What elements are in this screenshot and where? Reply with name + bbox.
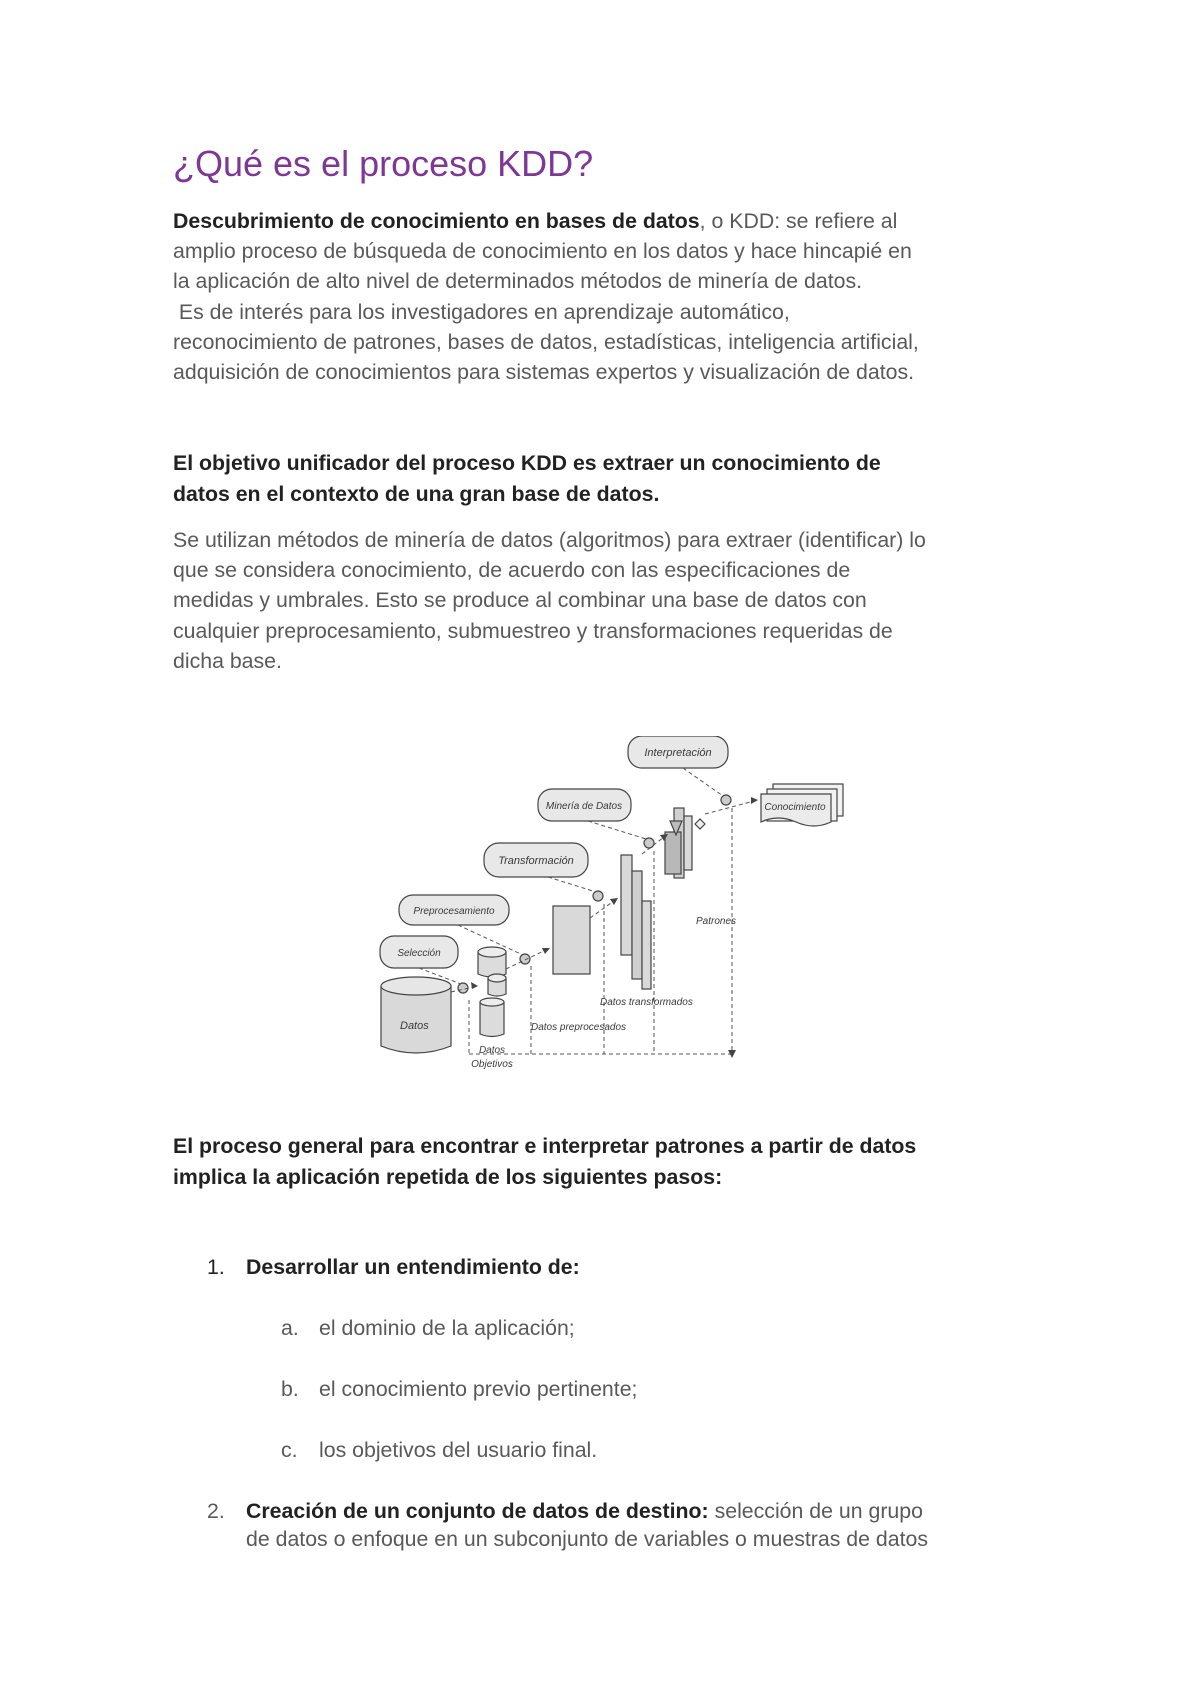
step-2-line-1 xyxy=(246,1497,923,1525)
step-2-title: Creación de un conjunto de datos de destino: xyxy=(246,1499,709,1523)
transformados-bar-3 xyxy=(642,901,651,989)
junction-dot-1 xyxy=(458,983,468,993)
label-datos-transformados: Datos transformados xyxy=(600,997,693,1008)
transformados-bar-2 xyxy=(632,871,642,979)
label-patrones: Patrones xyxy=(696,916,737,927)
objective-paragraph xyxy=(173,525,1053,676)
intro-line-1-rest: , o KDD: se refiere al xyxy=(699,209,898,233)
patrones-bar-2 xyxy=(684,816,692,870)
intro-line-2: amplio proceso de búsqueda de conocimiento en los datos y hace hincapié en xyxy=(173,239,912,264)
sub-a-text: el dominio de la aplicación; xyxy=(319,1316,575,1340)
intro-line-1 xyxy=(173,206,1053,236)
junction-dot-3 xyxy=(593,891,603,901)
datos-preprocesados-block xyxy=(553,906,590,974)
transformados-bar-1 xyxy=(621,855,632,955)
label-seleccion: Selección xyxy=(397,948,441,959)
kdd-process-diagram xyxy=(378,736,848,1094)
step-2-number: 2. xyxy=(207,1499,225,1523)
label-preprocesamiento: Preprocesamiento xyxy=(413,906,495,917)
objective-line-1: Se utilizan métodos de minería de datos (algoritmos) para extraer (identificar) lo xyxy=(173,528,926,552)
intro-line-4: Es de interés para los investigadores en aprendizaje automático, xyxy=(173,299,790,324)
objective-line-4: cualquier preprocesamiento, submuestreo y transformaciones requeridas de xyxy=(173,618,893,643)
junction-dot-5 xyxy=(721,795,731,805)
process-heading-line-2: implica la aplicación repetida de los siguientes pasos: xyxy=(173,1164,723,1189)
process-heading-line-1: El proceso general para encontrar e interpretar patrones a partir de datos xyxy=(173,1134,917,1158)
sub-c-text: los objetivos del usuario final. xyxy=(319,1438,598,1462)
step-1-number: 1. xyxy=(207,1255,225,1279)
page-title: ¿Qué es el proceso KDD? xyxy=(173,143,594,184)
objective-line-2: que se considera conocimiento, de acuerdo con las especificaciones de xyxy=(173,558,851,583)
sub-b-text: el conocimiento previo pertinente; xyxy=(319,1377,638,1401)
label-datos-objetivos-2: Objetivos xyxy=(471,1059,513,1070)
intro-line-6: adquisición de conocimientos para sistemas expertos y visualización de datos. xyxy=(173,360,915,385)
step-2-line-2: de datos o enfoque en un subconjunto de variables o muestras de datos xyxy=(246,1527,928,1551)
patrones-diamond xyxy=(695,819,705,829)
objective-line-3: medidas y umbrales. Esto se produce al combinar una base de datos con xyxy=(173,588,867,613)
label-datos-preprocesados: Datos preprocesados xyxy=(531,1022,627,1033)
intro-line-5: reconocimiento de patrones, bases de datos, estadísticas, inteligencia artificial, xyxy=(173,329,919,354)
label-interpretacion: Interpretación xyxy=(644,747,712,759)
intro-bold-lead: Descubrimiento de conocimiento en bases de datos xyxy=(173,209,700,233)
label-datos: Datos xyxy=(400,1020,429,1032)
datos-objetivos-cylinder-3 xyxy=(480,1002,504,1037)
sub-a-letter: a. xyxy=(281,1316,299,1340)
sub-c-letter: c. xyxy=(281,1438,298,1462)
objective-heading xyxy=(173,448,1053,509)
kdd-process-figure xyxy=(378,736,848,1094)
sub-b-letter: b. xyxy=(281,1377,299,1401)
label-conocimiento: Conocimiento xyxy=(764,802,826,813)
objective-heading-line-2: datos en el contexto de una gran base de datos. xyxy=(173,481,660,506)
step-2-rest: selección de un grupo xyxy=(708,1499,923,1523)
label-transformacion: Transformación xyxy=(498,855,574,867)
step-1-title: Desarrollar un entendimiento de: xyxy=(246,1255,580,1279)
process-heading xyxy=(173,1131,1053,1192)
junction-dot-4 xyxy=(644,838,654,848)
label-mineria: Minería de Datos xyxy=(545,801,623,812)
intro-line-3: la aplicación de alto nivel de determinados métodos de minería de datos. xyxy=(173,269,863,294)
objective-line-5: dicha base. xyxy=(173,648,282,673)
objective-heading-line-1: El objetivo unificador del proceso KDD es extraer un conocimiento de xyxy=(173,451,881,475)
patrones-bar-3 xyxy=(665,832,681,874)
intro-paragraph xyxy=(173,206,1053,387)
label-datos-objetivos-1: Datos xyxy=(478,1045,506,1056)
junction-dot-2 xyxy=(520,954,530,964)
